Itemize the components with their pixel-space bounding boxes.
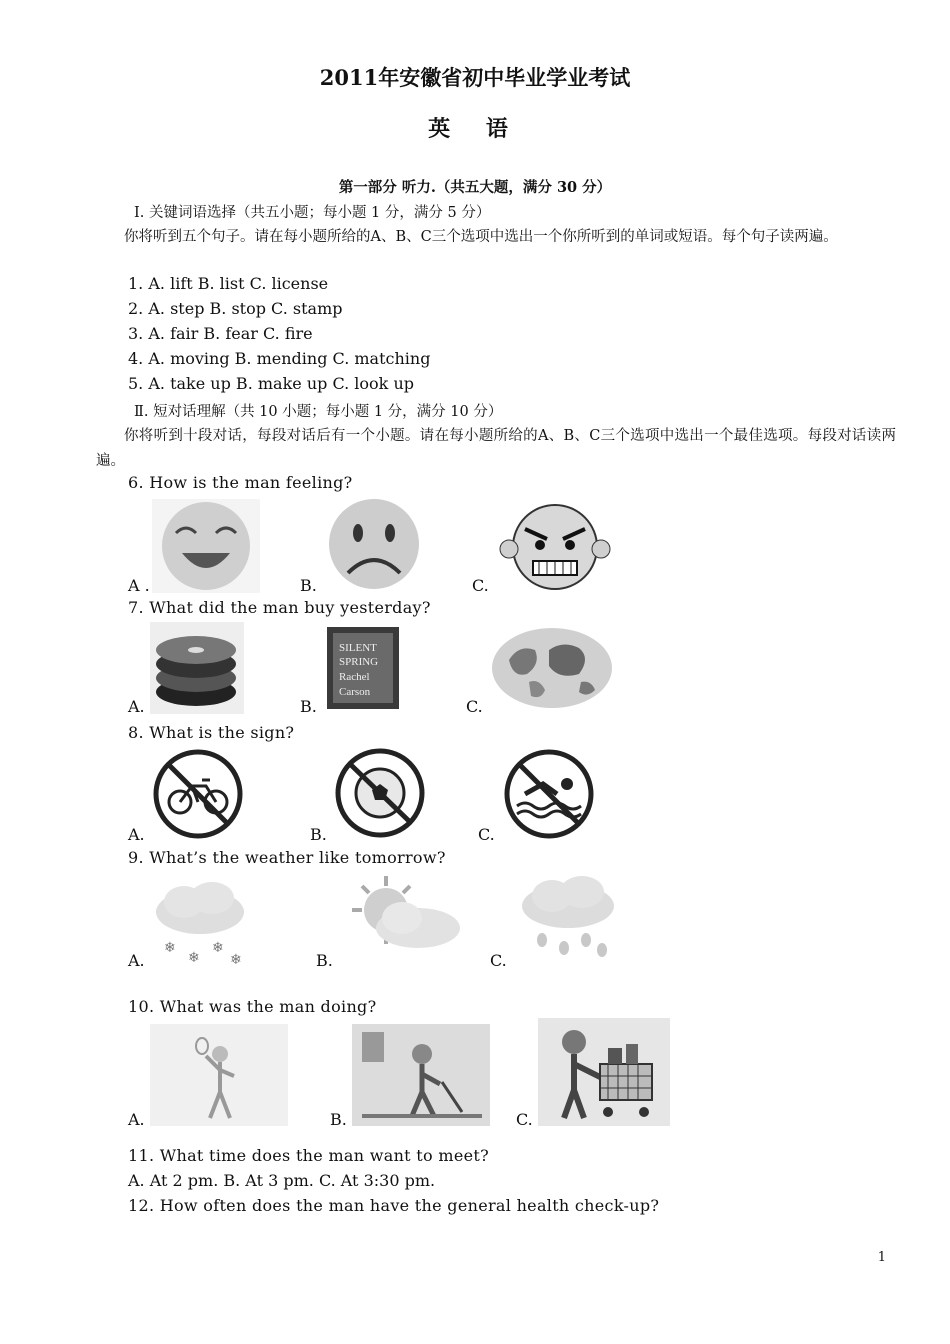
angry-face-image — [495, 501, 619, 593]
man-playing-badminton-image — [150, 1024, 288, 1126]
question-10: 10. What was the man doing? — [128, 997, 377, 1016]
man-shopping-cart-image — [538, 1018, 670, 1126]
item-3: 3. A. fair B. fear C. fire — [128, 324, 313, 343]
cd-discs-image — [150, 622, 244, 714]
q7-option-b: B. — [300, 697, 317, 716]
q6-option-b: B. — [300, 576, 317, 595]
q6-option-a: A . — [128, 576, 150, 595]
book-text-3: Rachel — [339, 671, 370, 683]
book-text-4: Carson — [339, 686, 371, 698]
question-6: 6. How is the man feeling? — [128, 473, 353, 492]
section1-heading: Ⅰ. 关键词语选择（共五小题；每小题 1 分，满分 5 分） — [134, 205, 491, 221]
item-2: 2. A. step B. stop C. stamp — [128, 299, 343, 318]
svg-text:❄: ❄ — [230, 952, 242, 968]
item-4: 4. A. moving B. mending C. matching — [128, 349, 431, 368]
question-7: 7. What did the man buy yesterday? — [128, 598, 431, 617]
q6-option-c: C. — [472, 576, 489, 595]
q8-option-b: B. — [310, 825, 327, 844]
book-image — [325, 625, 401, 711]
question-8: 8. What is the sign? — [128, 723, 295, 742]
book-text-1: SILENT — [339, 642, 377, 654]
svg-text:❄: ❄ — [188, 950, 200, 966]
no-cycling-sign — [152, 748, 244, 840]
q11-options: A. At 2 pm. B. At 3 pm. C. At 3:30 pm. — [128, 1171, 436, 1190]
q7-option-c: C. — [466, 697, 483, 716]
question-11: 11. What time does the man want to meet? — [128, 1146, 489, 1165]
q9-option-b: B. — [316, 951, 333, 970]
happy-face-image — [152, 499, 260, 593]
q10-option-a: A. — [128, 1110, 145, 1129]
world-map-image — [489, 620, 615, 712]
svg-text:❄: ❄ — [212, 940, 224, 956]
item-5: 5. A. take up B. make up C. look up — [128, 374, 415, 393]
exam-title: 2011年安徽省初中毕业学业考试 — [319, 65, 631, 90]
man-sweeping-leaves-image — [352, 1024, 490, 1126]
part-one-heading: 第一部分 听力.（共五大题，满分 30 分） — [338, 179, 612, 196]
q8-option-a: A. — [128, 825, 145, 844]
book-text-2: SPRING — [339, 656, 379, 668]
question-9: 9. What’s the weather like tomorrow? — [128, 848, 446, 867]
rain-cloud-image — [516, 868, 620, 960]
section1-instruction: 你将听到五个句子。请在每小题所给的A、B、C三个选项中选出一个你所听到的单词或短语。每个句子读两遍。 — [124, 229, 838, 245]
question-12: 12. How often does the man have the general health check-up? — [128, 1196, 660, 1215]
sun-cloud-image — [338, 872, 464, 964]
item-1: 1. A. lift B. list C. license — [128, 274, 329, 293]
q8-option-c: C. — [478, 825, 495, 844]
no-football-sign — [332, 746, 428, 840]
sad-face-image — [322, 497, 426, 591]
subject-title: 英 语 — [428, 116, 522, 142]
snow-cloud-image — [150, 876, 252, 968]
q7-option-a: A. — [128, 697, 145, 716]
q10-option-b: B. — [330, 1110, 347, 1129]
svg-text:❄: ❄ — [164, 940, 176, 956]
no-swimming-sign — [501, 748, 597, 840]
q10-option-c: C. — [516, 1110, 533, 1129]
section2-instruction: 你将听到十段对话，每段对话后有一个小题。请在每小题所给的A、B、C三个选项中选出一个最佳选项。每段对话读两遍。 — [96, 428, 896, 469]
q9-option-a: A. — [128, 951, 145, 970]
q9-option-c: C. — [490, 951, 507, 970]
page-number: 1 — [877, 1250, 886, 1265]
section2-heading: Ⅱ. 短对话理解（共 10 小题；每小题 1 分，满分 10 分） — [134, 404, 503, 420]
